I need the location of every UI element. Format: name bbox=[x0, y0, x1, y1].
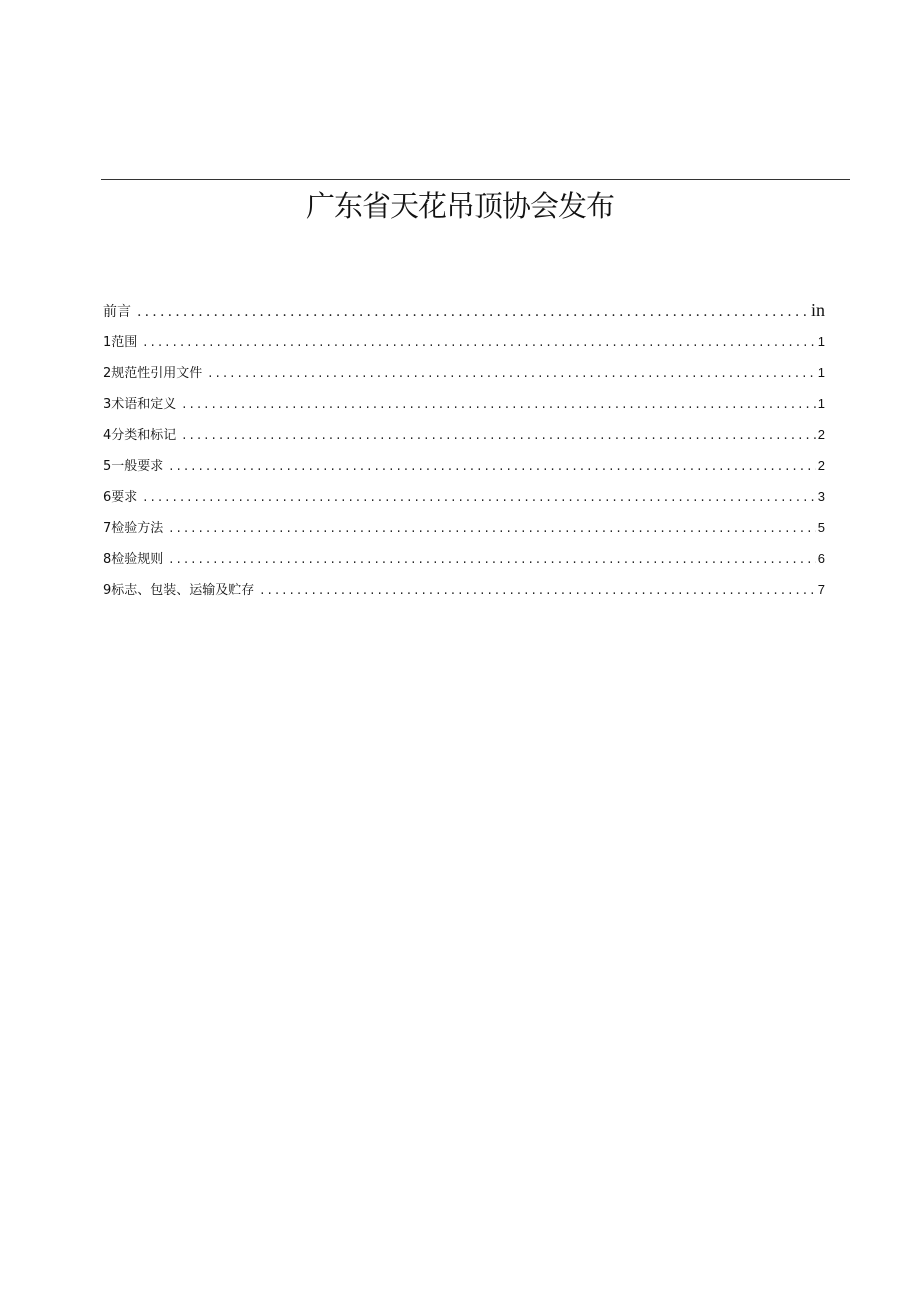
toc-entry-label: 5一般要求 bbox=[103, 459, 164, 474]
toc-entry-foreword[interactable] bbox=[103, 295, 825, 326]
toc-entry-label: 3术语和定义 bbox=[103, 397, 177, 412]
toc-entry-marking-packaging[interactable] bbox=[103, 574, 825, 605]
publisher-title: 广东省天花吊顶协会发布 bbox=[305, 189, 614, 223]
toc-entry-page: 2 bbox=[817, 427, 825, 442]
toc-entry-label: 1范围 bbox=[103, 335, 138, 350]
toc-entry-classification-marking[interactable] bbox=[103, 419, 825, 450]
header-divider bbox=[101, 179, 850, 180]
toc-entry-page: 1 bbox=[817, 396, 825, 411]
toc-entry-label: 7检验方法 bbox=[103, 521, 164, 536]
toc-leader-dots bbox=[182, 420, 815, 450]
table-of-contents bbox=[103, 295, 825, 605]
toc-entry-page: 7 bbox=[817, 582, 825, 597]
toc-entry-terms-definitions[interactable] bbox=[103, 388, 825, 419]
toc-entry-test-methods[interactable] bbox=[103, 512, 825, 543]
toc-leader-dots bbox=[208, 358, 815, 388]
toc-entry-inspection-rules[interactable] bbox=[103, 543, 825, 574]
toc-entry-scope[interactable] bbox=[103, 326, 825, 357]
toc-entry-page: 2 bbox=[817, 458, 825, 473]
toc-entry-label: 4分类和标记 bbox=[103, 428, 177, 443]
toc-entry-label: 前言 bbox=[103, 304, 131, 320]
toc-entry-label: 9标志、包装、运输及贮存 bbox=[103, 583, 255, 598]
toc-entry-page: 5 bbox=[817, 520, 825, 535]
toc-entry-label: 8检验规则 bbox=[103, 552, 164, 567]
toc-leader-dots bbox=[169, 544, 815, 574]
toc-leader-dots bbox=[169, 513, 815, 543]
toc-leader-dots bbox=[143, 482, 815, 512]
toc-entry-page: 3 bbox=[817, 489, 825, 504]
toc-entry-label: 2规范性引用文件 bbox=[103, 366, 203, 381]
toc-entry-requirements[interactable] bbox=[103, 481, 825, 512]
toc-entry-normative-references[interactable] bbox=[103, 357, 825, 388]
toc-entry-page: 1 bbox=[817, 365, 825, 380]
toc-entry-page: 6 bbox=[817, 551, 825, 566]
toc-entry-page: 1 bbox=[817, 334, 825, 349]
toc-leader-dots bbox=[137, 297, 809, 326]
toc-leader-dots bbox=[169, 451, 815, 481]
toc-leader-dots bbox=[260, 575, 815, 605]
toc-leader-dots bbox=[182, 389, 815, 419]
toc-leader-dots bbox=[143, 327, 815, 357]
toc-entry-label: 6要求 bbox=[103, 490, 138, 505]
toc-entry-page: in bbox=[810, 300, 825, 320]
toc-entry-general-requirements[interactable] bbox=[103, 450, 825, 481]
